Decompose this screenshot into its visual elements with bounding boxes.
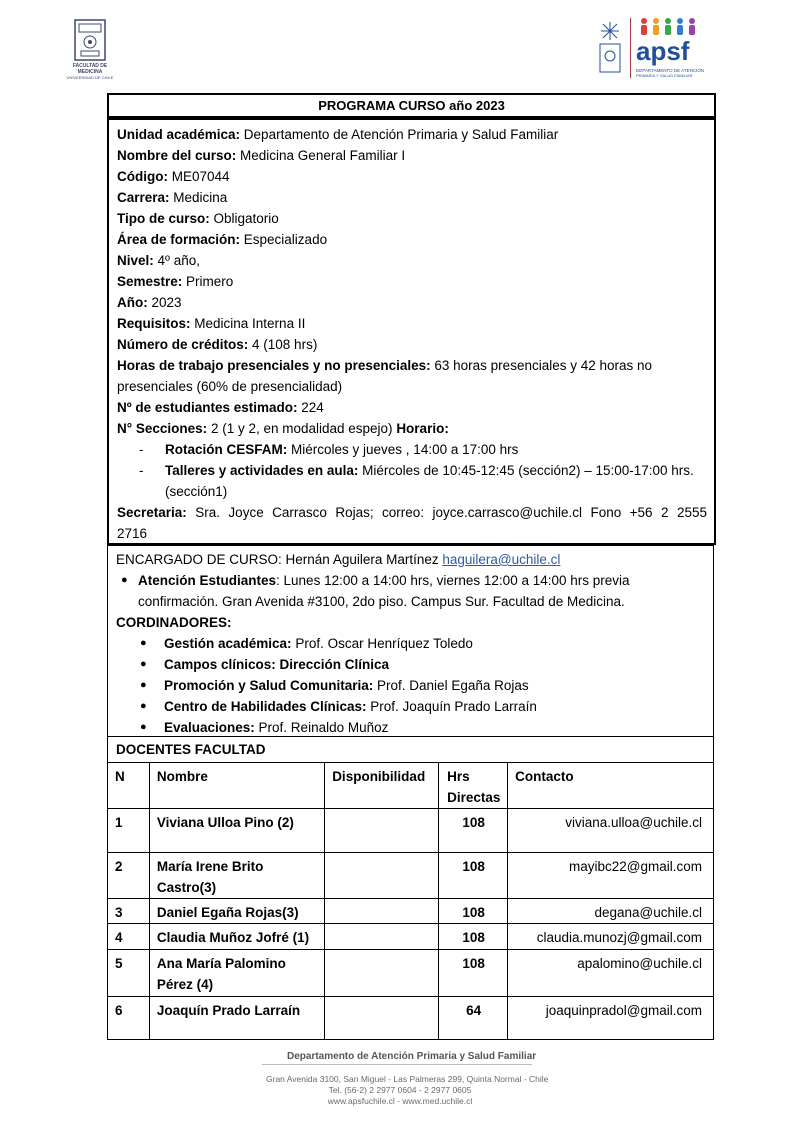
- info-area: Área de formación: Especializado: [117, 232, 328, 247]
- row-hrs: 108: [439, 950, 508, 997]
- row-hrs: 108: [439, 924, 508, 950]
- footer-divider: [262, 1064, 532, 1065]
- footer-websites: www.apsfuchile.cl - www.med.uchile.cl: [327, 1096, 473, 1106]
- encargado-email-link[interactable]: haguilera@uchile.cl: [442, 552, 561, 567]
- row-number: 2: [108, 853, 150, 899]
- row-disponibilidad: [325, 853, 439, 899]
- department-logo: [592, 16, 712, 82]
- info-creditos: Número de créditos: 4 (108 hrs): [117, 337, 318, 352]
- horario-item-talleres: - Talleres y actividades en aula: Miércoles de 10:45-12:45 (sección2) – 15:00-17:00 hrs. (sección1): [139, 463, 694, 499]
- info-carrera: Carrera: Medicina: [117, 190, 228, 205]
- table-header-row: [108, 763, 714, 809]
- info-secretaria-cont: 2716: [117, 526, 148, 541]
- table-row: [108, 853, 714, 899]
- faculty-logo: [62, 18, 118, 88]
- table-row: [108, 950, 714, 997]
- footer-department: Departamento de Atención Primaria y Salud Familiar: [287, 1051, 537, 1062]
- row-number: 6: [108, 997, 150, 1040]
- row-contacto: viviana.ulloa@uchile.cl: [508, 809, 714, 853]
- row-number: 4: [108, 924, 150, 950]
- faculty-name: FACULTAD DE MEDICINA: [72, 63, 108, 75]
- row-contacto: degana@uchile.cl: [508, 899, 714, 924]
- coordinadores-heading: CORDINADORES:: [116, 615, 232, 630]
- info-nombre: Nombre del curso: Medicina General Familiar I: [117, 148, 406, 163]
- row-nombre: Daniel Egaña Rojas(3): [149, 899, 324, 924]
- header-hrs: Hrs Directas: [439, 763, 508, 809]
- row-number: 3: [108, 899, 150, 924]
- header-n: N: [108, 763, 150, 809]
- info-secretaria: Secretaria: Sra. Joyce Carrasco Rojas; correo: joyce.carrasco@uchile.cl Fono +56 2 2555: [117, 505, 707, 520]
- people-group-icon: [638, 17, 698, 37]
- row-number: 5: [108, 950, 150, 997]
- row-disponibilidad: [325, 950, 439, 997]
- brand-name: apsf: [636, 36, 690, 66]
- coordinador-item: ● Promoción y Salud Comunitaria: Prof. Daniel Egaña Rojas: [140, 678, 529, 693]
- row-disponibilidad: [325, 924, 439, 950]
- info-horas: Horas de trabajo presenciales y no presenciales: 63 horas presenciales y 42 horas no presenciales (60% de presencialidad): [117, 358, 653, 394]
- info-estudiantes: Nº de estudiantes estimado: 224: [117, 400, 324, 415]
- info-nivel: Nivel: 4º año,: [117, 253, 200, 268]
- info-tipo: Tipo de curso: Obligatorio: [117, 211, 279, 226]
- row-contacto: mayibc22@gmail.com: [508, 853, 714, 899]
- coordinador-item: ● Campos clínicos: Dirección Clínica: [140, 657, 390, 672]
- info-semestre: Semestre: Primero: [117, 274, 234, 289]
- info-secciones: N° Secciones: 2 (1 y 2, en modalidad espejo) Horario:: [117, 421, 449, 436]
- info-requisitos: Requisitos: Medicina Interna II: [117, 316, 306, 331]
- info-unidad: Unidad académica: Departamento de Atención Primaria y Salud Familiar: [117, 127, 559, 142]
- row-disponibilidad: [325, 997, 439, 1040]
- row-contacto: joaquinpradol@gmail.com: [508, 997, 714, 1040]
- course-coordinator-section: [107, 545, 714, 737]
- row-nombre: Joaquín Prado Larraín: [149, 997, 324, 1040]
- brand-subtitle-1: DEPARTAMENTO DE ATENCIÓN: [636, 68, 705, 73]
- footer-phone: Tel. (56-2) 2 2977 0604 - 2 2977 0605: [328, 1085, 472, 1095]
- table-row: [108, 924, 714, 950]
- info-anio: Año: 2023: [117, 295, 182, 310]
- row-number: 1: [108, 809, 150, 853]
- row-nombre: Ana María Palomino Pérez (4): [149, 950, 324, 997]
- row-nombre: Viviana Ulloa Pino (2): [149, 809, 324, 853]
- header-disponibilidad: Disponibilidad: [325, 763, 439, 809]
- row-disponibilidad: [325, 899, 439, 924]
- info-codigo: Código: ME07044: [117, 169, 230, 184]
- row-disponibilidad: [325, 809, 439, 853]
- table-row: [108, 899, 714, 924]
- course-info: [107, 118, 716, 545]
- atencion-estudiantes: ● Atención Estudiantes: Lunes 12:00 a 14:00 hrs, viernes 12:00 a 14:00 hrs previa confirmación. Gran Avenida #3100, 2do piso. Campus Sur. Facultad de Medicina.: [121, 573, 630, 609]
- horario-item-rotacion: - Rotación CESFAM: Miércoles y jueves , 14:00 a 17:00 hrs: [139, 442, 519, 457]
- row-hrs: 108: [439, 899, 508, 924]
- university-crest-icon: [73, 18, 107, 62]
- header-nombre: Nombre: [149, 763, 324, 809]
- coordinador-item: ● Evaluaciones: Prof. Reinaldo Muñoz: [140, 720, 389, 735]
- docentes-table: [107, 762, 714, 1040]
- row-nombre: Claudia Muñoz Jofré (1): [149, 924, 324, 950]
- page-title: PROGRAMA CURSO año 2023: [107, 93, 716, 118]
- university-name: UNIVERSIDAD DE CHILE: [66, 75, 114, 80]
- coordinador-item: ● Gestión académica: Prof. Oscar Henríquez Toledo: [140, 636, 473, 651]
- header-contacto: Contacto: [508, 763, 714, 809]
- encargado-line: ENCARGADO DE CURSO: Hernán Aguilera Martínez haguilera@uchile.cl: [116, 552, 561, 567]
- row-contacto: apalomino@uchile.cl: [508, 950, 714, 997]
- brand-subtitle-2: PRIMARIA Y SALUD FAMILIAR: [636, 73, 693, 78]
- table-row: [108, 997, 714, 1040]
- star-crest-icon: [592, 18, 628, 78]
- row-hrs: 108: [439, 809, 508, 853]
- row-hrs: 64: [439, 997, 508, 1040]
- docentes-heading: DOCENTES FACULTAD: [107, 737, 714, 762]
- row-contacto: claudia.munozj@gmail.com: [508, 924, 714, 950]
- coordinador-item: ● Centro de Habilidades Clínicas: Prof. Joaquín Prado Larraín: [140, 699, 537, 714]
- footer-address: Gran Avenida 3100, San Miguel - Las Palmeras 299, Quinta Normal - Chile: [266, 1074, 549, 1084]
- row-nombre: María Irene Brito Castro(3): [149, 853, 324, 899]
- table-row: [108, 809, 714, 853]
- logo-divider: [630, 18, 631, 78]
- row-hrs: 108: [439, 853, 508, 899]
